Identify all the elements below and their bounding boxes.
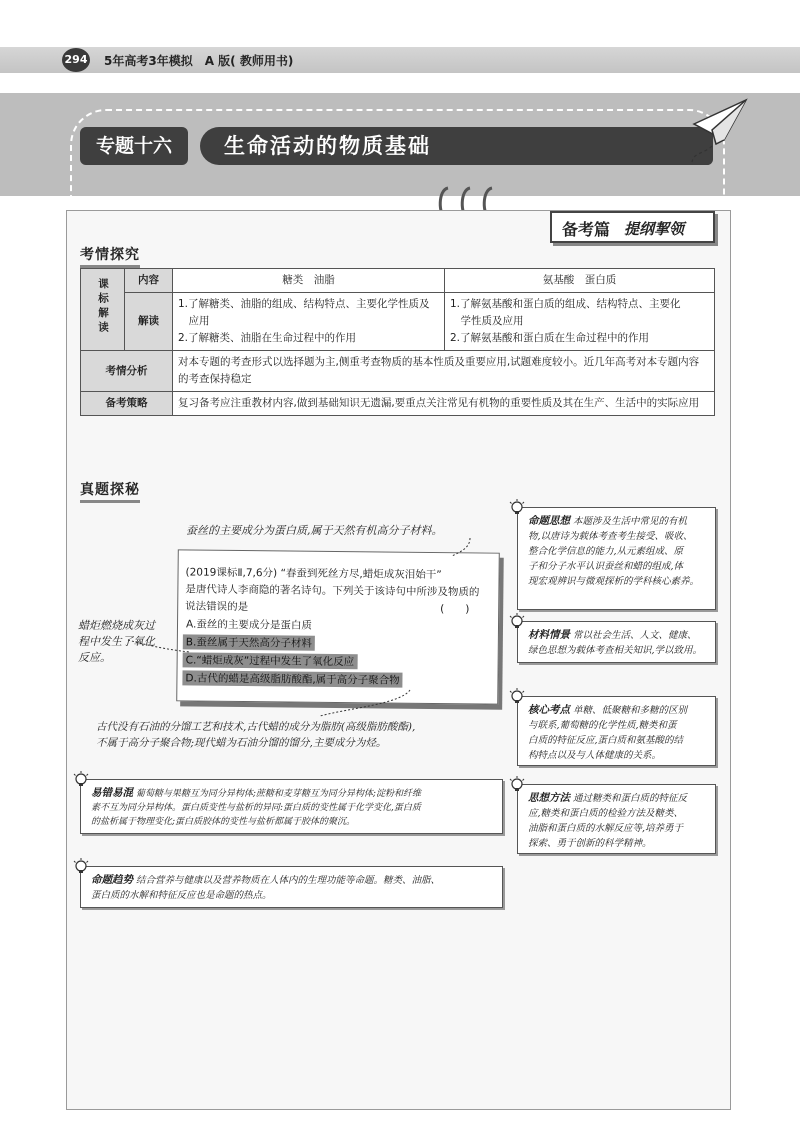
topic-label: 专题十六 — [80, 127, 188, 165]
note-line: 白质的特征反应,蛋白质和氨基酸的结 — [528, 735, 684, 746]
annotation-line: 程中发生了氧化 — [78, 635, 155, 648]
table-strategy-text: 复习备考应注重教材内容,做到基础知识无遗漏,要重点关注常见有机物的重要性质及其在生产、生活中的实际应用 — [173, 392, 715, 416]
topic-title: 生命活动的物质基础 — [224, 134, 431, 158]
note-line: 与联系,葡萄糖的化学性质,糖类和蛋 — [528, 720, 677, 731]
note-common-mistakes — [80, 779, 503, 834]
note-line: 常以社会生活、人文、健康、 — [573, 630, 697, 641]
table-strategy-label: 备考策略 — [81, 392, 173, 416]
page-number: 294 — [62, 48, 90, 72]
option-c: C.“蜡炬成灰”过程中发生了氧化反应 — [183, 652, 358, 669]
option-a: A.蚕丝的主要成分是蛋白质 — [185, 618, 312, 632]
table-analysis-text: 对本专题的考查形式以选择题为主,侧重考查物质的基本性质及重要应用,试题难度较小。近几年高考对本专题内容的考查保持稳定 — [173, 351, 715, 392]
table-line: 应用 — [178, 315, 210, 327]
lightbulb-icon — [508, 776, 526, 794]
note-line: 应,糖类和蛋白质的检验方法及糖类、 — [528, 808, 684, 819]
table-line: 2.了解糖类、油脂在生命过程中的作用 — [178, 332, 357, 344]
note-thinking-method — [517, 784, 716, 854]
table-line: 1.了解糖类、油脂的组成、结构特点、主要化学性质及 — [178, 298, 430, 310]
note-core-points — [517, 696, 716, 766]
note-title: 易错易混 — [91, 787, 133, 799]
table-header-interpret: 解读 — [125, 293, 173, 351]
note-line: 整合化学信息的能力,从元素组成、原 — [528, 546, 684, 557]
note-line: 构特点以及与人体健康的关系。 — [528, 750, 662, 761]
note-title: 命题趋势 — [91, 874, 133, 886]
section-tag-main: 备考篇 — [562, 220, 611, 239]
note-title: 材料情景 — [528, 629, 570, 641]
note-material-context — [517, 621, 716, 663]
note-line: 探索、勇于创新的科学精神。 — [528, 838, 652, 849]
option-b: B.蚕丝属于天然高分子材料 — [183, 634, 315, 650]
note-line: 葡萄糖与果糖互为同分异构体;蔗糖和麦芽糖互为同分异构体;淀粉和纤维 — [135, 789, 421, 799]
note-line: 的盐析属于物理变化;蛋白质胶体的变性与盐析都属于胶体的聚沉。 — [91, 817, 356, 827]
table-analysis-label: 考情分析 — [81, 351, 173, 392]
note-title: 思想方法 — [528, 792, 570, 804]
lightbulb-icon — [508, 499, 526, 517]
question-line-3: 说法错误的是 — [185, 600, 249, 614]
lightbulb-icon — [508, 688, 526, 706]
note-line: 物,以唐诗为载体考查考生接受、吸收、 — [528, 531, 693, 542]
note-title: 核心考点 — [528, 704, 570, 716]
note-line: 油脂和蛋白质的水解反应等,培养勇于 — [528, 823, 684, 834]
note-proposition-idea — [517, 507, 716, 610]
question-line-2: 是唐代诗人李商隐的著名诗句。下列关于该诗句中所涉及物质的 — [185, 583, 480, 599]
note-line: 蛋白质的水解和特征反应也是命题的热点。 — [91, 890, 272, 901]
annotation-line: 蜡炬燃烧成灰过 — [78, 619, 155, 632]
section-heading-real-questions: 真题探秘 — [80, 479, 140, 503]
section-heading-exam-analysis: 考情探究 — [80, 244, 140, 268]
lightbulb-icon — [72, 858, 90, 876]
question-line-1: (2019课标Ⅱ,7,6分) “春蚕到死丝方尽,蜡炬成灰泪始干” — [185, 566, 442, 582]
note-line: 单糖、低聚糖和多糖的区别 — [573, 705, 688, 716]
answer-blank: ( ) — [440, 603, 470, 616]
note-title: 命题思想 — [528, 515, 570, 527]
note-line: 通过糖类和蛋白质的特征反 — [573, 793, 688, 804]
note-line: 素不互为同分异构体。蛋白质变性与盐析的异同:蛋白质的变性属于化学变化,蛋白质 — [91, 803, 421, 813]
note-line: 本题涉及生活中常见的有机 — [573, 516, 688, 527]
note-line: 结合营养与健康以及营养物质在人体内的生理功能等命题。糖类、油脂、 — [136, 875, 441, 886]
annotation-line: 古代没有石油的分馏工艺和技术,古代蜡的成分为脂肪(高级脂肪酸酯), — [96, 721, 416, 733]
book-title: 5年高考3年模拟 A 版( 教师用书) — [104, 54, 294, 68]
table-col1-header: 糖类 油脂 — [173, 269, 445, 293]
lightbulb-icon — [72, 771, 90, 789]
table-line: 学性质及应用 — [450, 315, 524, 327]
table-col2-header: 氨基酸 蛋白质 — [445, 269, 715, 293]
annotation-line: 反应。 — [78, 651, 111, 664]
annotation-line: 不属于高分子聚合物;现代蜡为石油分馏的馏分,主要成分为烃。 — [96, 737, 387, 749]
section-tag-sub: 提纲挈领 — [624, 220, 685, 238]
note-proposition-trend — [80, 866, 503, 908]
note-line: 子和分子水平认识蚕丝和蜡的组成,体 — [528, 561, 684, 572]
table-line: 2.了解氨基酸和蛋白质在生命过程中的作用 — [450, 332, 650, 344]
option-d: D.古代的蜡是高级脂肪酸酯,属于高分子聚合物 — [182, 670, 402, 687]
lightbulb-icon — [508, 613, 526, 631]
annotation-silk: 蚕丝的主要成分为蛋白质,属于天然有机高分子材料。 — [186, 524, 443, 537]
note-line: 绿色思想为载体考查相关知识,学以致用。 — [528, 645, 703, 656]
row-label-text: 课标解读 — [97, 277, 109, 336]
table-line: 1.了解氨基酸和蛋白质的组成、结构特点、主要化 — [450, 298, 681, 310]
table-header-content: 内容 — [125, 269, 173, 293]
note-line: 现宏观辨识与微观探析的学科核心素养。 — [528, 576, 700, 587]
